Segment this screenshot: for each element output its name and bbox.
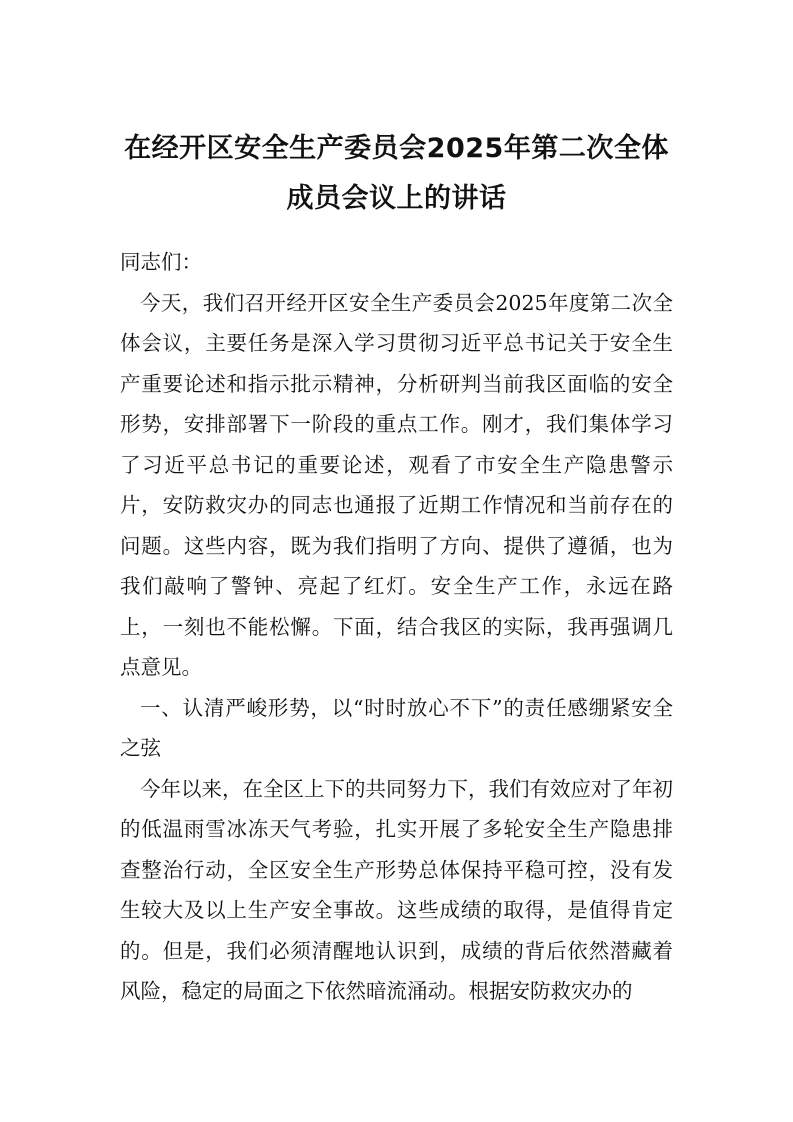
document-body: [120, 242, 673, 1012]
paragraph-situation: 今年以来，在全区上下的共同努力下，我们有效应对了年初的低温雨雪冰冻天气考验，扎实开展了多轮安全生产隐患排查整治行动，全区安全生产形势总体保持平稳可控，没有发生较大及以上生产安全事故。这些成绩的取得，是值得肯定的。但是，我们必须清醒地认识到，成绩的背后依然潜藏着风险，稳定的局面之下依然暗流涌动。根据安防救灾办的: [120, 776, 673, 1003]
section-heading-1: 一、认清严峻形势，以“时时放心不下”的责任感绷紧安全之弦: [120, 695, 673, 760]
salutation: 同志们：: [120, 250, 202, 274]
paragraph-opening: 今天，我们召开经开区安全生产委员会2025年度第二次全体会议，主要任务是深入学习贯彻习近平总书记关于安全生产重要论述和指示批示精神，分析研判当前我区面临的安全形势，安排部署下一阶段的重点工作。刚才，我们集体学习了习近平总书记的重要论述，观看了市安全生产隐患警示片，安防救灾办的同志也通报了近期工作情况和当前存在的问题。这些内容，既为我们指明了方向、提供了遵循，也为我们敲响了警钟、亮起了红灯。安全生产工作，永远在路上，一刻也不能松懈。下面，结合我区的实际，我再强调几点意见。: [120, 290, 673, 679]
document-title: 在经开区安全生产委员会2025年第二次全体成员会议上的讲话: [124, 133, 669, 214]
